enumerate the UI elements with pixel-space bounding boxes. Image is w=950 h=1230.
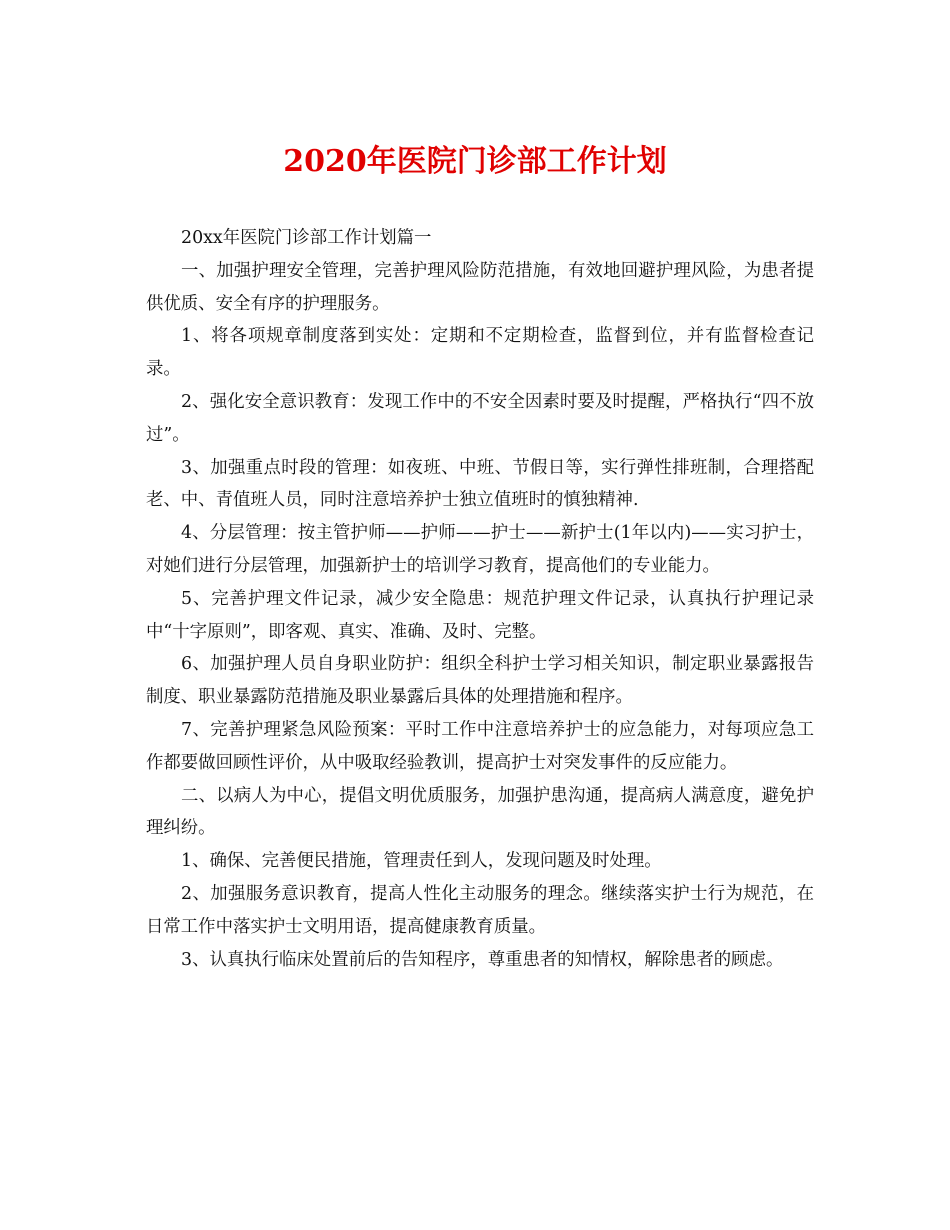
paragraph: 2、加强服务意识教育，提高人性化主动服务的理念。继续落实护士行为规范，在日常工作中落实护士文明用语，提高健康教育质量。 bbox=[146, 883, 814, 937]
paragraph: 1、确保、完善便民措施，管理责任到人，发现问题及时处理。 bbox=[181, 851, 662, 872]
document-title: 2020年医院门诊部工作计划 bbox=[283, 144, 667, 179]
paragraph: 4、分层管理：按主管护师——护师——护士——新护士(1年以内)——实习护士，对她们进行分层管理，加强新护士的培训学习教育，提高他们的专业能力。 bbox=[146, 523, 814, 576]
paragraph: 2、强化安全意识教育：发现工作中的不安全因素时要及时提醒，严格执行“四不放过”。 bbox=[146, 391, 814, 445]
paragraph: 3、认真执行临床处置前后的告知程序，尊重患者的知情权，解除患者的顾虑。 bbox=[181, 949, 784, 970]
paragraph: 1、将各项规章制度落到实处：定期和不定期检查，监督到位，并有监督检查记录。 bbox=[146, 326, 814, 380]
document-body bbox=[146, 222, 814, 976]
paragraph: 5、完善护理文件记录，减少安全隐患：规范护理文件记录，认真执行护理记录中“十字原则”，即客观、真实、准确、及时、完整。 bbox=[146, 588, 814, 642]
paragraph-section-heading: 20xx年医院门诊部工作计划篇一 bbox=[181, 228, 432, 248]
paragraph: 一、加强护理安全管理，完善护理风险防范措施，有效地回避护理风险，为患者提供优质、安全有序的护理服务。 bbox=[146, 260, 814, 314]
paragraph: 6、加强护理人员自身职业防护：组织全科护士学习相关知识，制定职业暴露报告制度、职业暴露防范措施及职业暴露后具体的处理措施和程序。 bbox=[146, 654, 814, 708]
paragraph: 7、完善护理紧急风险预案：平时工作中注意培养护士的应急能力，对每项应急工作都要做回顾性评价，从中吸取经验教训，提高护士对突发事件的反应能力。 bbox=[146, 719, 814, 773]
paragraph: 二、以病人为中心，提倡文明优质服务，加强护患沟通，提高病人满意度，避免护理纠纷。 bbox=[146, 785, 814, 839]
paragraph: 3、加强重点时段的管理：如夜班、中班、节假日等，实行弹性排班制，合理搭配老、中、青值班人员，同时注意培养护士独立值班时的慎独精神. bbox=[146, 457, 814, 511]
